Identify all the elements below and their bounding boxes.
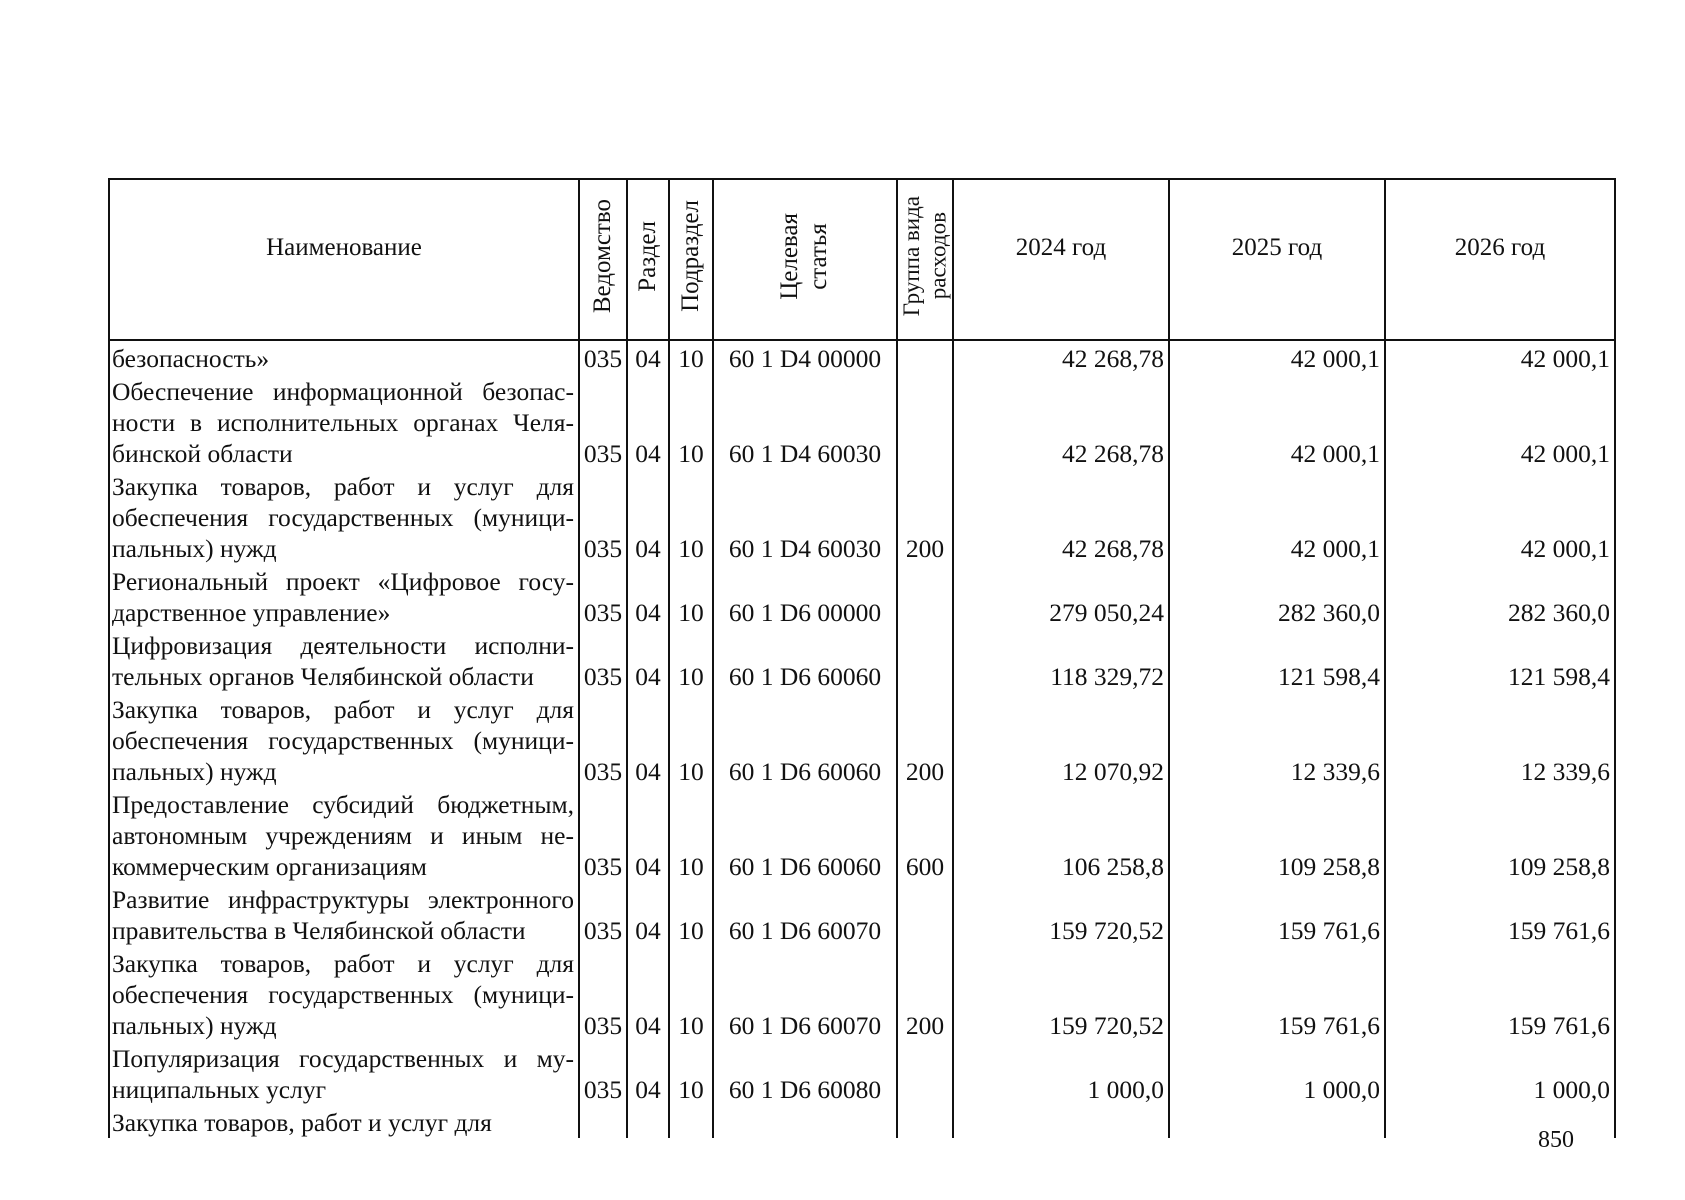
table-row: [109, 882, 1615, 946]
row-value-2024: 42 268,78: [953, 340, 1169, 374]
row-subsection: 10: [669, 628, 713, 692]
row-value-2026: 121 598,4: [1385, 628, 1615, 692]
row-subsection: 10: [669, 692, 713, 787]
row-name: Развитие инфраструктуры электронного правительства в Челябинской области: [109, 882, 579, 946]
row-section: 04: [627, 692, 669, 787]
row-section: 04: [627, 946, 669, 1041]
row-expense-group: [897, 1105, 953, 1138]
row-expense-group: [897, 564, 953, 628]
row-target: 60 1 D4 60030: [713, 374, 897, 469]
row-department: 035: [579, 340, 627, 374]
row-subsection: 10: [669, 787, 713, 882]
row-expense-group: [897, 628, 953, 692]
row-target: [713, 1105, 897, 1138]
row-section: 04: [627, 340, 669, 374]
row-value-2025: 282 360,0: [1169, 564, 1385, 628]
row-value-2026: 12 339,6: [1385, 692, 1615, 787]
page-number: 850: [1538, 1127, 1574, 1153]
row-subsection: 10: [669, 564, 713, 628]
row-name: Популяризация государственных и муниципальных услуг: [109, 1041, 579, 1105]
header-2025: 2025 год: [1169, 179, 1385, 340]
row-value-2025: 121 598,4: [1169, 628, 1385, 692]
table-row: [109, 564, 1615, 628]
row-value-2024: 42 268,78: [953, 469, 1169, 564]
row-subsection: 10: [669, 469, 713, 564]
row-section: 04: [627, 1041, 669, 1105]
row-department: 035: [579, 469, 627, 564]
row-value-2025: 42 000,1: [1169, 469, 1385, 564]
row-target: 60 1 D6 60080: [713, 1041, 897, 1105]
row-department: 035: [579, 628, 627, 692]
row-value-2025: 159 761,6: [1169, 882, 1385, 946]
row-subsection: 10: [669, 946, 713, 1041]
row-section: 04: [627, 564, 669, 628]
row-name: Закупка товаров, работ и услуг для обеспечения государственных (муниципальных) нужд: [109, 469, 579, 564]
row-expense-group: [897, 1041, 953, 1105]
row-value-2026: 109 258,8: [1385, 787, 1615, 882]
row-department: 035: [579, 787, 627, 882]
header-2026: 2026 год: [1385, 179, 1615, 340]
budget-table-sheet: [108, 178, 1614, 1138]
row-name: Закупка товаров, работ и услуг для: [109, 1105, 579, 1138]
table-row: [109, 628, 1615, 692]
row-value-2026: 159 761,6: [1385, 946, 1615, 1041]
row-expense-group: [897, 882, 953, 946]
row-department: 035: [579, 946, 627, 1041]
row-value-2024: 118 329,72: [953, 628, 1169, 692]
table-row: [109, 946, 1615, 1041]
table-header-row: [109, 179, 1615, 340]
row-target: 60 1 D6 60060: [713, 787, 897, 882]
row-value-2026: [1385, 1105, 1615, 1138]
row-department: 035: [579, 564, 627, 628]
row-expense-group: [897, 340, 953, 374]
row-name: Региональный проект «Цифровое государственное управление»: [109, 564, 579, 628]
budget-table: [108, 178, 1616, 1138]
row-target: 60 1 D6 00000: [713, 564, 897, 628]
row-expense-group: 600: [897, 787, 953, 882]
row-value-2026: 42 000,1: [1385, 340, 1615, 374]
row-section: 04: [627, 787, 669, 882]
row-subsection: 10: [669, 1041, 713, 1105]
row-expense-group: 200: [897, 946, 953, 1041]
header-2024: 2024 год: [953, 179, 1169, 340]
header-section: Раздел: [627, 179, 669, 340]
row-section: 04: [627, 374, 669, 469]
row-value-2026: 42 000,1: [1385, 469, 1615, 564]
header-department: Ведомство: [579, 179, 627, 340]
header-expense-group: Группа вида расходов: [897, 179, 953, 340]
header-subsection: Подраздел: [669, 179, 713, 340]
row-department: 035: [579, 374, 627, 469]
row-name: Закупка товаров, работ и услуг для обеспечения государственных (муниципальных) нужд: [109, 946, 579, 1041]
row-name: Предоставление субсидий бюджетным, автономным учреждениям и иным некоммерческим организациям: [109, 787, 579, 882]
row-department: [579, 1105, 627, 1138]
row-name: безопасность»: [109, 340, 579, 374]
row-name: Обеспечение информационной безопасности в исполнительных органах Челябинской области: [109, 374, 579, 469]
row-section: 04: [627, 469, 669, 564]
row-subsection: [669, 1105, 713, 1138]
row-expense-group: 200: [897, 469, 953, 564]
table-row: [109, 1105, 1615, 1138]
row-value-2024: 12 070,92: [953, 692, 1169, 787]
row-value-2025: 159 761,6: [1169, 946, 1385, 1041]
table-row: [109, 787, 1615, 882]
row-value-2025: 1 000,0: [1169, 1041, 1385, 1105]
row-value-2024: 1 000,0: [953, 1041, 1169, 1105]
row-value-2026: 159 761,6: [1385, 882, 1615, 946]
row-subsection: 10: [669, 882, 713, 946]
table-row: [109, 340, 1615, 374]
row-section: [627, 1105, 669, 1138]
row-value-2024: [953, 1105, 1169, 1138]
row-section: 04: [627, 628, 669, 692]
row-value-2024: 159 720,52: [953, 946, 1169, 1041]
row-department: 035: [579, 1041, 627, 1105]
row-value-2025: 42 000,1: [1169, 340, 1385, 374]
row-value-2024: 279 050,24: [953, 564, 1169, 628]
row-target: 60 1 D4 00000: [713, 340, 897, 374]
row-value-2024: 42 268,78: [953, 374, 1169, 469]
header-target: Целевая статья: [713, 179, 897, 340]
table-row: [109, 469, 1615, 564]
row-value-2026: 1 000,0: [1385, 1041, 1615, 1105]
row-value-2026: 42 000,1: [1385, 374, 1615, 469]
row-expense-group: [897, 374, 953, 469]
table-row: [109, 1041, 1615, 1105]
row-department: 035: [579, 882, 627, 946]
row-value-2025: [1169, 1105, 1385, 1138]
row-section: 04: [627, 882, 669, 946]
row-value-2025: 12 339,6: [1169, 692, 1385, 787]
table-row: [109, 692, 1615, 787]
row-value-2025: 42 000,1: [1169, 374, 1385, 469]
row-name: Цифровизация деятельности исполнительных органов Челябинской области: [109, 628, 579, 692]
row-name: Закупка товаров, работ и услуг для обеспечения государственных (муниципальных) нужд: [109, 692, 579, 787]
row-target: 60 1 D4 60030: [713, 469, 897, 564]
row-target: 60 1 D6 60070: [713, 946, 897, 1041]
row-expense-group: 200: [897, 692, 953, 787]
row-target: 60 1 D6 60060: [713, 628, 897, 692]
row-target: 60 1 D6 60070: [713, 882, 897, 946]
header-name: Наименование: [109, 179, 579, 340]
row-department: 035: [579, 692, 627, 787]
row-target: 60 1 D6 60060: [713, 692, 897, 787]
row-subsection: 10: [669, 374, 713, 469]
row-value-2024: 106 258,8: [953, 787, 1169, 882]
row-value-2024: 159 720,52: [953, 882, 1169, 946]
row-value-2026: 282 360,0: [1385, 564, 1615, 628]
table-row: [109, 374, 1615, 469]
row-value-2025: 109 258,8: [1169, 787, 1385, 882]
row-subsection: 10: [669, 340, 713, 374]
